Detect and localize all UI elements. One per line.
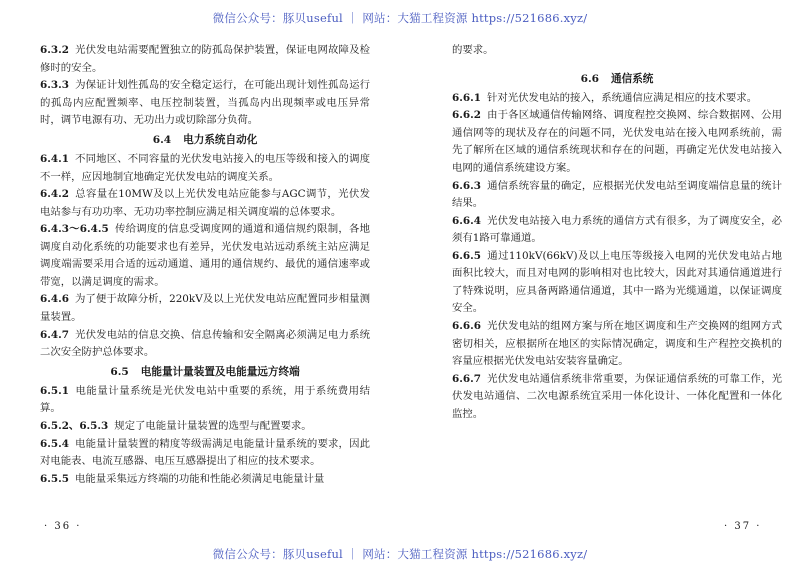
section-title: 电能量计量装置及电能量远方终端 xyxy=(140,365,300,378)
clause-6-3-2 xyxy=(40,42,370,77)
continuation-text: 的要求。 xyxy=(452,44,494,56)
clause-6-5-1 xyxy=(40,383,370,418)
section-number: 6.5 xyxy=(110,365,129,378)
section-number: 6.4 xyxy=(152,133,172,146)
clause-number: 6.4.2 xyxy=(40,188,69,201)
clause-number: 6.4.7 xyxy=(40,328,69,341)
clause-text: 电能量计量装置的精度等级需满足电能量计量系统的要求，因此对电能表、电流互感器、电压互感器提出了相应的技术要求。 xyxy=(40,437,370,468)
clause-text: 总容量在10MW及以上光伏发电站应能参与AGC调节，光伏发电站参与有功功率、无功功率控制应满足相关调度端的总体要求。 xyxy=(40,188,370,218)
clause-text: 不同地区、不同容量的光伏发电站接入的电压等级和接入的调度不一样，应因地制宜地确定光伏发电站的调度关系。 xyxy=(40,153,370,183)
clause-number: 6.3.3 xyxy=(40,79,69,92)
section-heading-6-5 xyxy=(40,362,370,383)
page-number-right: · 37 · xyxy=(724,521,762,532)
clause-text: 为了便于故障分析，220kV及以上光伏发电站应配置同步相量测量装置。 xyxy=(40,293,370,323)
clause-number: 6.5.5 xyxy=(40,472,69,485)
clause-6-6-6 xyxy=(452,318,782,371)
clause-text: 由于各区域通信传输网络、调度程控交换网、综合数据网、公用通信网等的现状及存在的问题不同，光伏发电站在接入电网系统前，需先了解所在区域的通信系统现状和存在的问题，再确定光伏发电站接入电网的通信系统建设方案。 xyxy=(452,109,782,175)
section-number: 6.6 xyxy=(580,72,600,85)
clause-number: 6.6.7 xyxy=(452,372,481,385)
clause-number: 6.6.1 xyxy=(452,91,481,104)
clause-number: 6.6.4 xyxy=(452,214,481,227)
clause-6-6-7 xyxy=(452,371,782,424)
clause-number: 6.6.2 xyxy=(452,109,481,122)
clause-text: 规定了电能量计量装置的选型与配置要求。 xyxy=(114,419,312,432)
clause-text: 光伏发电站的信息交换、信息传输和安全隔离必须满足电力系统二次安全防护总体要求。 xyxy=(40,328,370,359)
clause-6-6-4 xyxy=(452,213,782,248)
watermark-top: 微信公众号：豚贝useful ｜ 网站：大猫工程资源 https://521686.xyz/ xyxy=(212,11,588,25)
clause-text: 光伏发电站通信系统非常重要，为保证通信系统的可靠工作，光伏发电站通信、二次电源系统宜采用一体化设计、一体化配置和一体化监控。 xyxy=(452,372,782,420)
clause-number: 6.4.1 xyxy=(40,153,69,166)
section-heading-6-4 xyxy=(40,130,370,151)
clause-6-5-2-3 xyxy=(40,418,370,436)
clause-number: 6.5.2、6.5.3 xyxy=(40,419,109,432)
clause-6-6-1 xyxy=(452,90,782,108)
clause-text: 针对光伏发电站的接入，系统通信应满足相应的技术要求。 xyxy=(486,91,758,104)
clause-number: 6.5.1 xyxy=(40,384,69,397)
clause-6-4-6 xyxy=(40,291,370,326)
clause-number: 6.4.3～6.4.5 xyxy=(40,223,109,236)
clause-text: 为保证计划性孤岛的安全稳定运行，在可能出现计划性孤岛运行的孤岛内应配置频率、电压控制装置，当孤岛内出现频率或电压异常时，调节电源有功、无功出力或切除部分负荷。 xyxy=(40,79,370,127)
clause-number: 6.6.3 xyxy=(452,179,481,192)
watermark-bottom: 微信公众号：豚贝useful ｜ 网站：大猫工程资源 https://521686.xyz/ xyxy=(212,547,588,561)
clause-text: 电能量采集远方终端的功能和性能必须满足电能量计量 xyxy=(74,472,325,485)
clause-6-5-4 xyxy=(40,436,370,471)
clause-text: 光伏发电站的组网方案与所在地区调度和生产交换网的组网方式密切相关，应根据所在地区的实际情况确定，调度和生产程控交换机的容量应根据光伏发电站安装容量确定。 xyxy=(452,319,782,368)
clause-6-5-5 xyxy=(40,471,370,489)
clause-text: 通信系统容量的确定，应根据光伏发电站至调度端信息量的统计结果。 xyxy=(452,179,782,210)
clause-text: 电能量计量系统是光伏发电站中重要的系统，用于系统费用结算。 xyxy=(40,384,370,415)
clause-6-6-2 xyxy=(452,107,782,177)
clause-text: 传给调度的信息受调度网的通道和通信规约限制，各地调度自动化系统的功能要求也有差异，光伏发电站远动系统主站应满足调度端需要采用合适的远动通道、通用的通信规约、最优的通信速率或带宽，以满足调度的需求。 xyxy=(40,223,370,288)
clause-6-3-3 xyxy=(40,77,370,130)
clause-number: 6.4.6 xyxy=(40,293,69,306)
clause-text: 通过110kV(66kV)及以上电压等级接入电网的光伏发电站占地面积比较大，而且对电网的影响相对也比较大，因此对其通信通道进行了特殊说明，应具备两路通信通道，其中一路为光缆通道，以保证调度安全。 xyxy=(452,249,782,315)
clause-6-4-7 xyxy=(40,327,370,362)
clause-6-4-1 xyxy=(40,151,370,186)
page-number-left: · 36 · xyxy=(44,521,82,532)
section-heading-6-6 xyxy=(452,69,782,90)
clause-number: 6.6.5 xyxy=(452,249,481,262)
clause-text: 光伏发电站需要配置独立的防孤岛保护装置，保证电网故障及检修时的安全。 xyxy=(40,44,370,74)
clause-6-6-3 xyxy=(452,178,782,213)
clause-text: 光伏发电站接入电力系统的通信方式有很多，为了调度安全，必须有1路可靠通道。 xyxy=(452,214,782,245)
left-page-text xyxy=(40,42,370,488)
clause-6-4-3-to-5 xyxy=(40,221,370,291)
clause-6-6-5 xyxy=(452,248,782,318)
section-title: 通信系统 xyxy=(611,72,654,85)
clause-number: 6.6.6 xyxy=(452,319,481,332)
clause-number: 6.5.4 xyxy=(40,437,69,450)
clause-number: 6.3.2 xyxy=(40,44,69,56)
section-title: 电力系统自动化 xyxy=(183,133,258,146)
right-page-text xyxy=(452,42,782,423)
clause-6-4-2 xyxy=(40,186,370,221)
